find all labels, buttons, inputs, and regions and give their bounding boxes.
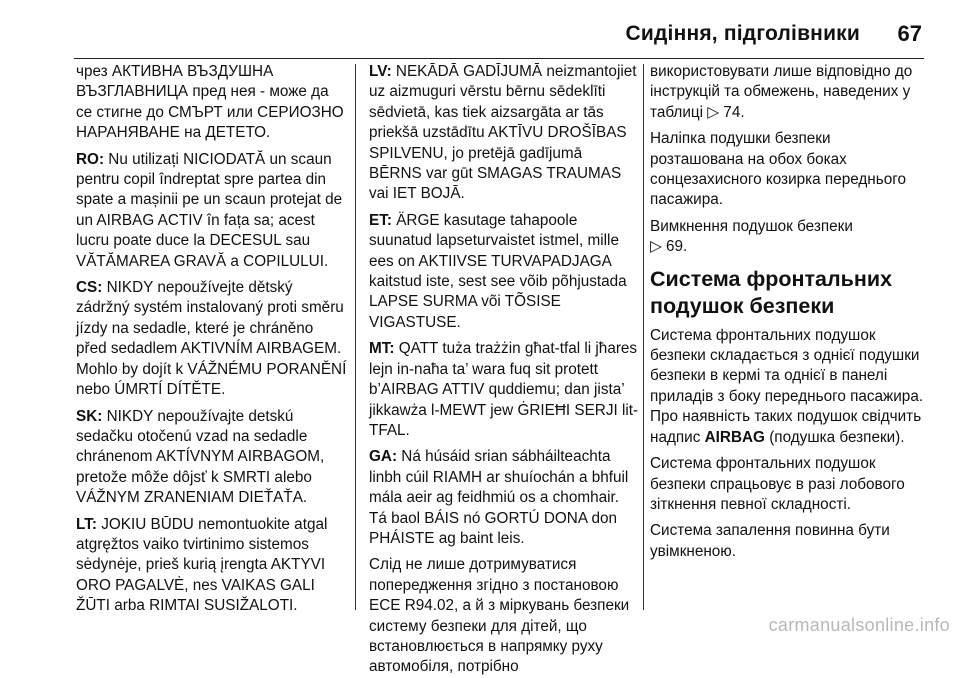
language-code-lt: LT: (76, 515, 97, 533)
page-title: Сидіння, підголівники (625, 22, 860, 45)
paragraph-lv: LV: NEKĀDĀ GADĪJUMĀ neizmantojiet uz aizmuguri vērstu bērnu sēdeklīti sēdvietā, kas tiek aizsargāta ar tās priekšā uzstādītu AKTĪVU DROŠĪBAS SPILVENU, jo pretējā gadījumā BĒRNS var gūt SMAGAS TRAUMAS vai IET BOJĀ. (369, 63, 637, 203)
text-column-1 (76, 62, 348, 617)
text-column-3 (650, 62, 926, 562)
language-code-cs: CS: (76, 279, 103, 297)
section-heading: Система фронтальних подушок безпеки (650, 266, 893, 318)
language-code-ga: GA: (369, 448, 398, 466)
paragraph-ignition: Система запалення повинна бути увімкненою. (650, 522, 890, 560)
text-column-2 (369, 62, 639, 678)
page-reference-link[interactable]: ▷ 69. (650, 238, 688, 256)
paragraph-frontal-deploy: Система фронтальних подушок безпеки спрацьовує в разі лобового зіткнення певної складності. (650, 455, 905, 513)
language-code-mt: MT: (369, 340, 395, 358)
page-header (0, 18, 960, 58)
paragraph-table-instructions: використовувати лише відповідно до інструкцій та обмежень, наведених у таблиці ▷ 74. (650, 63, 913, 121)
paragraph-frontal-system: Система фронтальних подушок безпеки складається з однієї подушки безпеки в кермі та однієї в панелі приладів з боку переднього пасажира. Про наявність таких подушок свідчить надпис AIRBAG (подушка безпеки). (650, 326, 924, 446)
paragraph-ga: GA: Ná húsáid srian sábháilteachta linbh cúil RIAMH ar shuíochán a bhfuil mála aeir ag feidhmiú os a chomhair. Tá baol BÁIS nó GORTÚ DONA don PHÁISTE ag baint leis. (369, 448, 629, 547)
language-code-lv: LV: (369, 63, 392, 80)
column-divider-2 (643, 64, 644, 610)
paragraph-airbag-label: Наліпка подушки безпеки розташована на обох боках сонцезахисного козирка переднього пасажира. (650, 130, 906, 209)
page-reference-link[interactable]: ▷ 74. (707, 103, 745, 121)
paragraph-airbag-deactivation: Вимкнення подушок безпеки ▷ 69. (650, 217, 853, 256)
page-number: 67 (897, 21, 922, 46)
watermark: carmanualsonline.info (768, 615, 950, 635)
paragraph-bg: чрез АКТИВНА ВЪЗДУШНА ВЪЗГЛАВНИЦА пред нея - може да се стигне до СМЪРТ или СЕРИОЗНО НАРАНЯВАНЕ на ДЕТЕТО. (76, 63, 344, 142)
paragraph-mt: MT: QATT tuża trażżin għat-tfal li jħares lejn in-naħa ta’ wara fuq sit protett b’AIRBAG ATTIV quddiemu; dan jista’ jikkawża l-MEWT jew ĠRIEĦI SERJI lit-TFAL. (369, 340, 639, 439)
airbag-label-text: AIRBAG (704, 428, 765, 446)
paragraph-sk: SK: NIKDY nepoužívajte detskú sedačku otočenú vzad na sedadle chránenom AKTÍVNYM AIRBAGOM, pretože môže dôjsť k SMRTI alebo VÁŽNYM ZRANENIAM DIEŤAŤA. (76, 407, 325, 507)
paragraph-lt: LT: JOKIU BŪDU nemontuokite atgal atgręžtos vaiko tvirtinimo sistemos sėdynėje, prieš kurią įrengta AKTYVI ORO PAGALVĖ, nes VAIKAS GALI ŽŪTI arba RIMTAI SUSIŽALOTI. (76, 515, 328, 615)
paragraph-cs: CS: NIKDY nepoužívejte dětský zádržný systém instalovaný proti směru jízdy na sedadle, které je chráněno před sedadlem AKTIVNÍM AIRBAGEM. Mohlo by dojít k VÁŽNÉMU PORANĚNÍ nebo ÚMRTÍ DÍTĚTE. (76, 279, 347, 399)
language-code-sk: SK: (76, 407, 103, 425)
language-code-ro: RO: (76, 150, 105, 168)
paragraph-uk-warning: Слід не лише дотримуватися попередження згідно з постановою ECE R94.02, а й з міркувань безпеки систему безпеки для дітей, що встановлюється в напрямку руху автомобіля, потрібно (369, 556, 630, 676)
language-code-et: ET: (369, 211, 392, 229)
column-divider-1 (355, 64, 356, 610)
paragraph-ro: RO: Nu utilizați NICIODATĂ un scaun pentru copil îndreptat spre partea din spate a mașinii pe un scaun protejat de un AIRBAG ACTIV în fața sa; acest lucru poate duce la DECESUL sau VĂTĂMAREA GRAVĂ a COPILULUI. (76, 150, 343, 270)
paragraph-et: ET: ÄRGE kasutage tahapoole suunatud lapseturvaistet istmel, mille ees on AKTIIVSE TURVAPADJAGA kaitstud iste, sest see võib põhjustada LAPSE SURMA või TÕSISE VIGASTUSE. (369, 211, 627, 331)
header-divider (74, 58, 924, 59)
